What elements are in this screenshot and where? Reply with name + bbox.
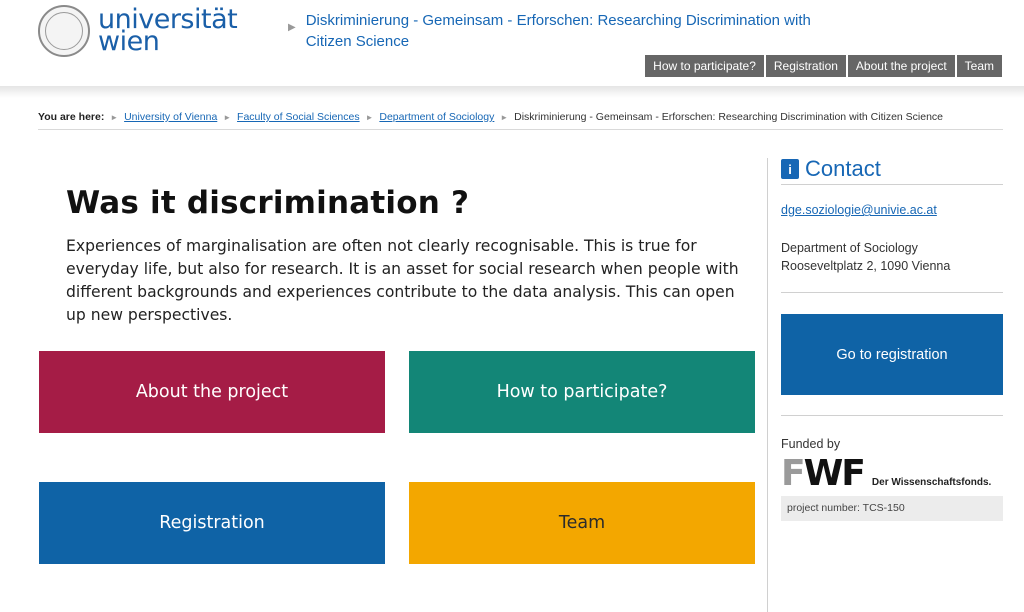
site-title-text[interactable]: Diskriminierung - Gemeinsam - Erforschen: Researching Discrimination with Citizen Science — [305, 12, 811, 50]
nav-team[interactable]: Team — [957, 55, 1002, 77]
site-header — [0, 0, 1024, 86]
logo-line-2: wien — [98, 26, 160, 57]
address-line-2: Rooseveltplatz 2, 1090 Vienna — [781, 259, 951, 273]
contact-header — [781, 156, 1003, 185]
contact-info-icon: i — [781, 159, 799, 179]
fwf-tagline: Der Wissenschaftsfonds. — [871, 477, 992, 488]
about-project-label: About the project — [135, 382, 289, 402]
how-to-participate-tile[interactable] — [409, 351, 755, 433]
project-number: project number: TCS-150 — [781, 496, 1003, 521]
registration-tile[interactable] — [39, 482, 385, 564]
address-line-1: Department of Sociology — [781, 241, 918, 255]
site-title[interactable] — [288, 10, 826, 52]
fwf-logo-mark: FWF — [781, 453, 864, 494]
breadcrumb-current: Diskriminierung - Gemeinsam - Erforschen: Researching Discrimination with Citizen Science — [514, 111, 944, 123]
intro-paragraph: Experiences of marginalisation are often not clearly recognisable. This is true for everyday life, but also for research. It is an asset for social research when people with different backgrounds and experiences contribute to the data analysis. This can open up new perspectives. — [66, 237, 739, 324]
breadcrumb-separator-icon: ► — [110, 113, 119, 122]
breadcrumb — [38, 111, 1003, 130]
logo-line-1: universität — [98, 4, 238, 35]
breadcrumb-faculty[interactable]: Faculty of Social Sciences — [237, 111, 360, 123]
team-tile[interactable] — [409, 482, 755, 564]
nav-about-the-project[interactable]: About the project — [848, 55, 955, 77]
breadcrumb-separator-icon: ► — [223, 113, 232, 122]
university-seal-icon — [38, 5, 90, 57]
sidebar-separator — [781, 292, 1003, 293]
nav-how-to-participate[interactable]: How to participate? — [645, 55, 764, 77]
breadcrumb-department[interactable]: Department of Sociology — [379, 111, 495, 123]
breadcrumb-separator-icon: ► — [500, 113, 509, 122]
page-heading: Was it discrimination ? — [66, 185, 470, 221]
how-to-participate-label: How to participate? — [496, 382, 668, 402]
team-label: Team — [558, 513, 606, 533]
contact-title: Contact — [805, 156, 881, 181]
go-to-registration-button[interactable]: Go to registration — [781, 314, 1003, 395]
funded-by-label: Funded by — [781, 437, 841, 451]
sidebar-separator — [781, 415, 1003, 416]
contact-email-link[interactable]: dge.soziologie@univie.ac.at — [781, 203, 937, 217]
about-project-tile[interactable] — [39, 351, 385, 433]
fwf-logo[interactable] — [781, 453, 992, 494]
registration-label: Registration — [159, 513, 265, 533]
header-shadow — [0, 86, 1024, 98]
sidebar-divider — [767, 158, 768, 612]
university-logo[interactable] — [38, 5, 237, 57]
contact-address — [781, 239, 950, 275]
nav-registration[interactable]: Registration — [766, 55, 846, 77]
breadcrumb-separator-icon: ► — [365, 113, 374, 122]
breadcrumb-university[interactable]: University of Vienna — [124, 111, 218, 123]
logo-text — [98, 4, 238, 57]
top-navigation — [643, 55, 1002, 77]
chevron-right-icon: ▶ — [288, 22, 296, 33]
breadcrumb-label: You are here: — [38, 111, 105, 123]
